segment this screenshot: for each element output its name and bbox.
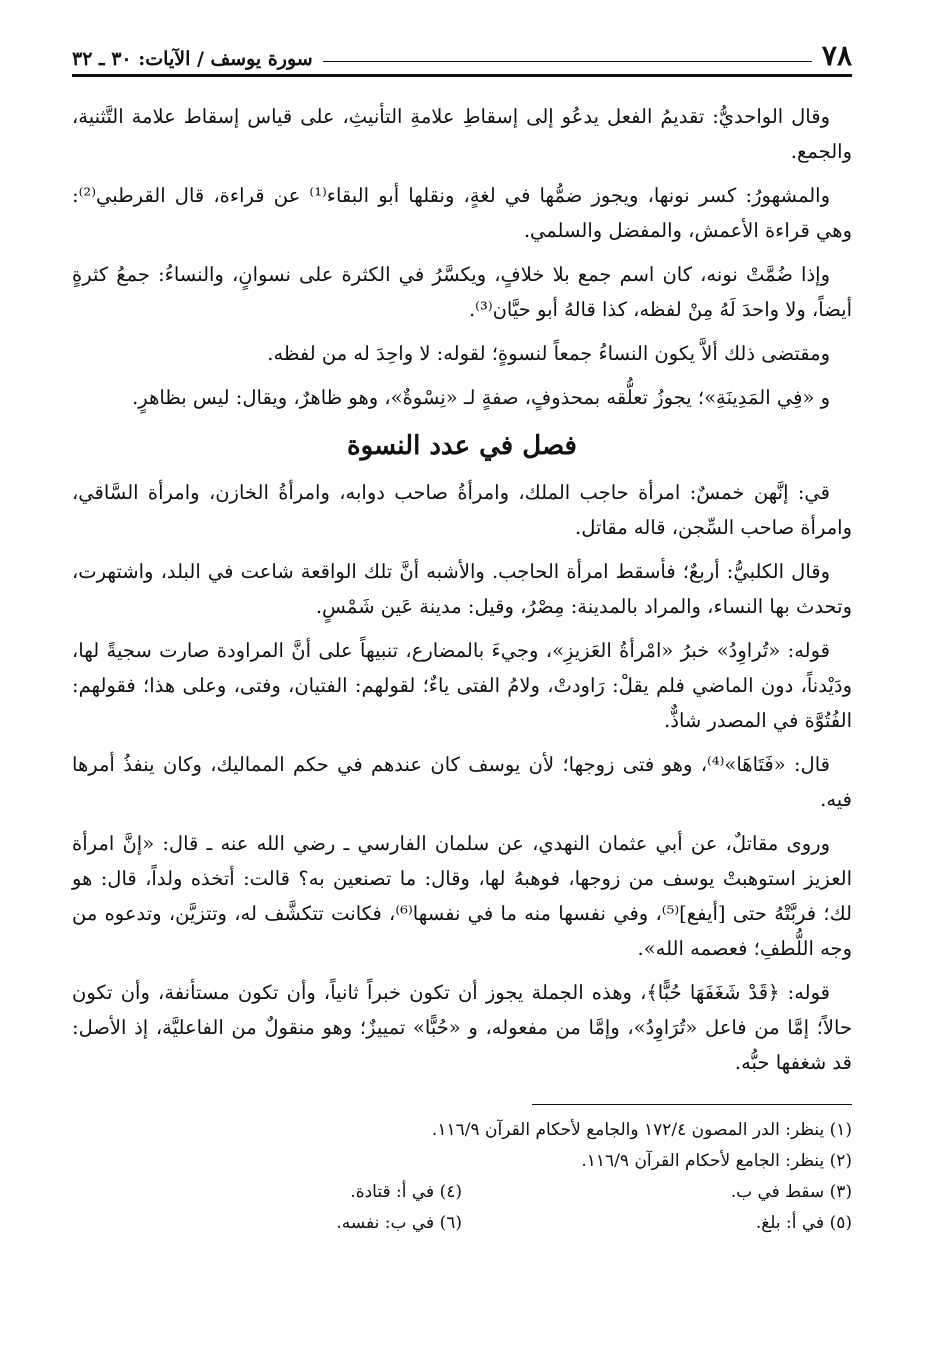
footnote: (٢) ينظر: الجامع لأحكام القرآن ١١٦/٩. xyxy=(581,1151,852,1171)
section-heading: فصل في عدد النسوة xyxy=(347,431,577,461)
paragraph: و «فِي المَدِينَةِ»؛ يجوزُ تعلُّقه بمحذوفٍ، صفةٍ لـ «نِسْوةٌ»، وهو ظاهرٌ، ويقال: ليس بظاهرٍ. xyxy=(132,386,830,409)
paragraph: والمشهورُ: كسر نونها، ويجوز ضمُّها في لغةٍ، ونقلها أبو البقاء⁽¹⁾ عن قراءة، قال القرطبي⁽²⁾: وهي قراءة الأعمش، والمفضل والسلمي. xyxy=(72,184,852,242)
paragraph: وإذا ضُمَّتْ نونه، كان اسم جمع بلا خلافٍ، ويكسَّرُ في الكثرة على نسوانٍ، والنساءُ: جمعُ كثرةٍ أيضاً، ولا واحدَ لَهُ مِنْ لفظه، كذا قالهُ أبو حيَّان⁽³⁾. xyxy=(72,263,852,321)
paragraph: قوله: ﴿قَدْ شَغَفَهَا حُبًّا﴾، وهذه الجملة يجوز أن تكون خبراً ثانياً، وأن تكون مستأنفة، وأن تكون حالاً؛ إمَّا من فاعل «تُرَاوِدُ»، وإمَّا من مفعوله، و «حُبًّا» تمييزٌ؛ وهو منقولٌ من الفاعليَّة، إذ الأصل: قد شغفها حبُّه. xyxy=(72,981,852,1074)
header-rule xyxy=(72,74,852,77)
footnote: (١) ينظر: الدر المصون ١٧٢/٤ والجامع لأحكام القرآن ١١٦/٩. xyxy=(431,1120,852,1140)
footnote: (٦) في ب: نفسه. xyxy=(336,1213,462,1233)
footnote: (٣) سقط في ب. xyxy=(730,1182,852,1202)
header-line xyxy=(323,61,812,62)
footnote-row xyxy=(72,1115,852,1146)
paragraph: وقال الكلبيُّ: أربعٌ؛ فأسقط امرأة الحاجب. والأشبه أنَّ تلك الواقعة شاعت في البلد، واشتهرت، وتحدث بها النساء، والمراد بالمدينة: مِصْرُ، وقيل: مدينة عَين شَمْسٍ. xyxy=(72,560,852,618)
footnotes xyxy=(72,1115,852,1239)
page-number: ٧٨ xyxy=(821,39,852,72)
running-title: سورة يوسف / الآيات: ٣٠ ـ ٣٢ xyxy=(72,48,313,70)
paragraph: ومقتضى ذلك ألاَّ يكون النساءُ جمعاً لنسوةٍ؛ لقوله: لا واحِدَ له من لفظه. xyxy=(267,342,830,365)
footnote: (٥) في أ: بلغ. xyxy=(755,1213,852,1233)
paragraph: وقال الواحديُّ: تقديمُ الفعل يدعُو إلى إسقاطِ علامةِ التأنيثِ، على قياس إسقاط علامة التَّثنية، والجمع. xyxy=(72,105,852,163)
footnote-row xyxy=(72,1177,852,1208)
footnote-row xyxy=(72,1146,852,1177)
page-body xyxy=(72,99,852,1239)
footnote-row xyxy=(72,1208,852,1239)
footnote: (٤) في أ: قتادة. xyxy=(350,1182,462,1202)
paragraph: قوله: «تُراوِدُ» خبرُ «امْرأةُ العَزيزِ»، وجيءَ بالمضارع، تنبيهاً على أنَّ المراودة صارت سجيةً لها، ودَيْدناً، دون الماضي فلم يقلْ: رَاودتْ، ولامُ الفتى ياءٌ؛ لقولهم: الفتيان، وفتى، وعلى هذا؛ فقولهم: الفُتُوَّة في المصدر شاذٌّ. xyxy=(72,639,852,732)
paragraph: قال: «فَتَاهَا»⁽⁴⁾، وهو فتى زوجها؛ لأن يوسف كان عندهم في حكم المماليك، وكان ينفذُ أمرها فيه. xyxy=(72,753,852,811)
paragraph: قي: إنَّهن خمسٌ: امرأة حاجب الملك، وامرأةُ صاحب دوابه، وامرأةُ الخازن، وامرأة السَّاقي، وامرأة صاحب السِّجن، قاله مقاتل. xyxy=(72,481,852,539)
book-page xyxy=(72,30,852,1239)
footnote-rule xyxy=(532,1104,852,1105)
paragraph: وروى مقاتلٌ، عن أبي عثمان النهدي، عن سلمان الفارسي ـ رضي الله عنه ـ قال: «إنَّ امرأة العزيز استوهبتْ يوسف من زوجها، فوهبهُ لها، وقال: ما تصنعين به؟ قالت: أتخذه ولداً، قال: هو لك؛ فربَّتْهُ حتى [أيفع]⁽⁵⁾، وفي نفسها منه ما في نفسها⁽⁶⁾، فكانت تتكشَّف له، وتتزيَّن، وتدعوه من وجه اللُّطفِ؛ فعصمه الله». xyxy=(72,832,852,960)
page-header xyxy=(72,30,852,70)
